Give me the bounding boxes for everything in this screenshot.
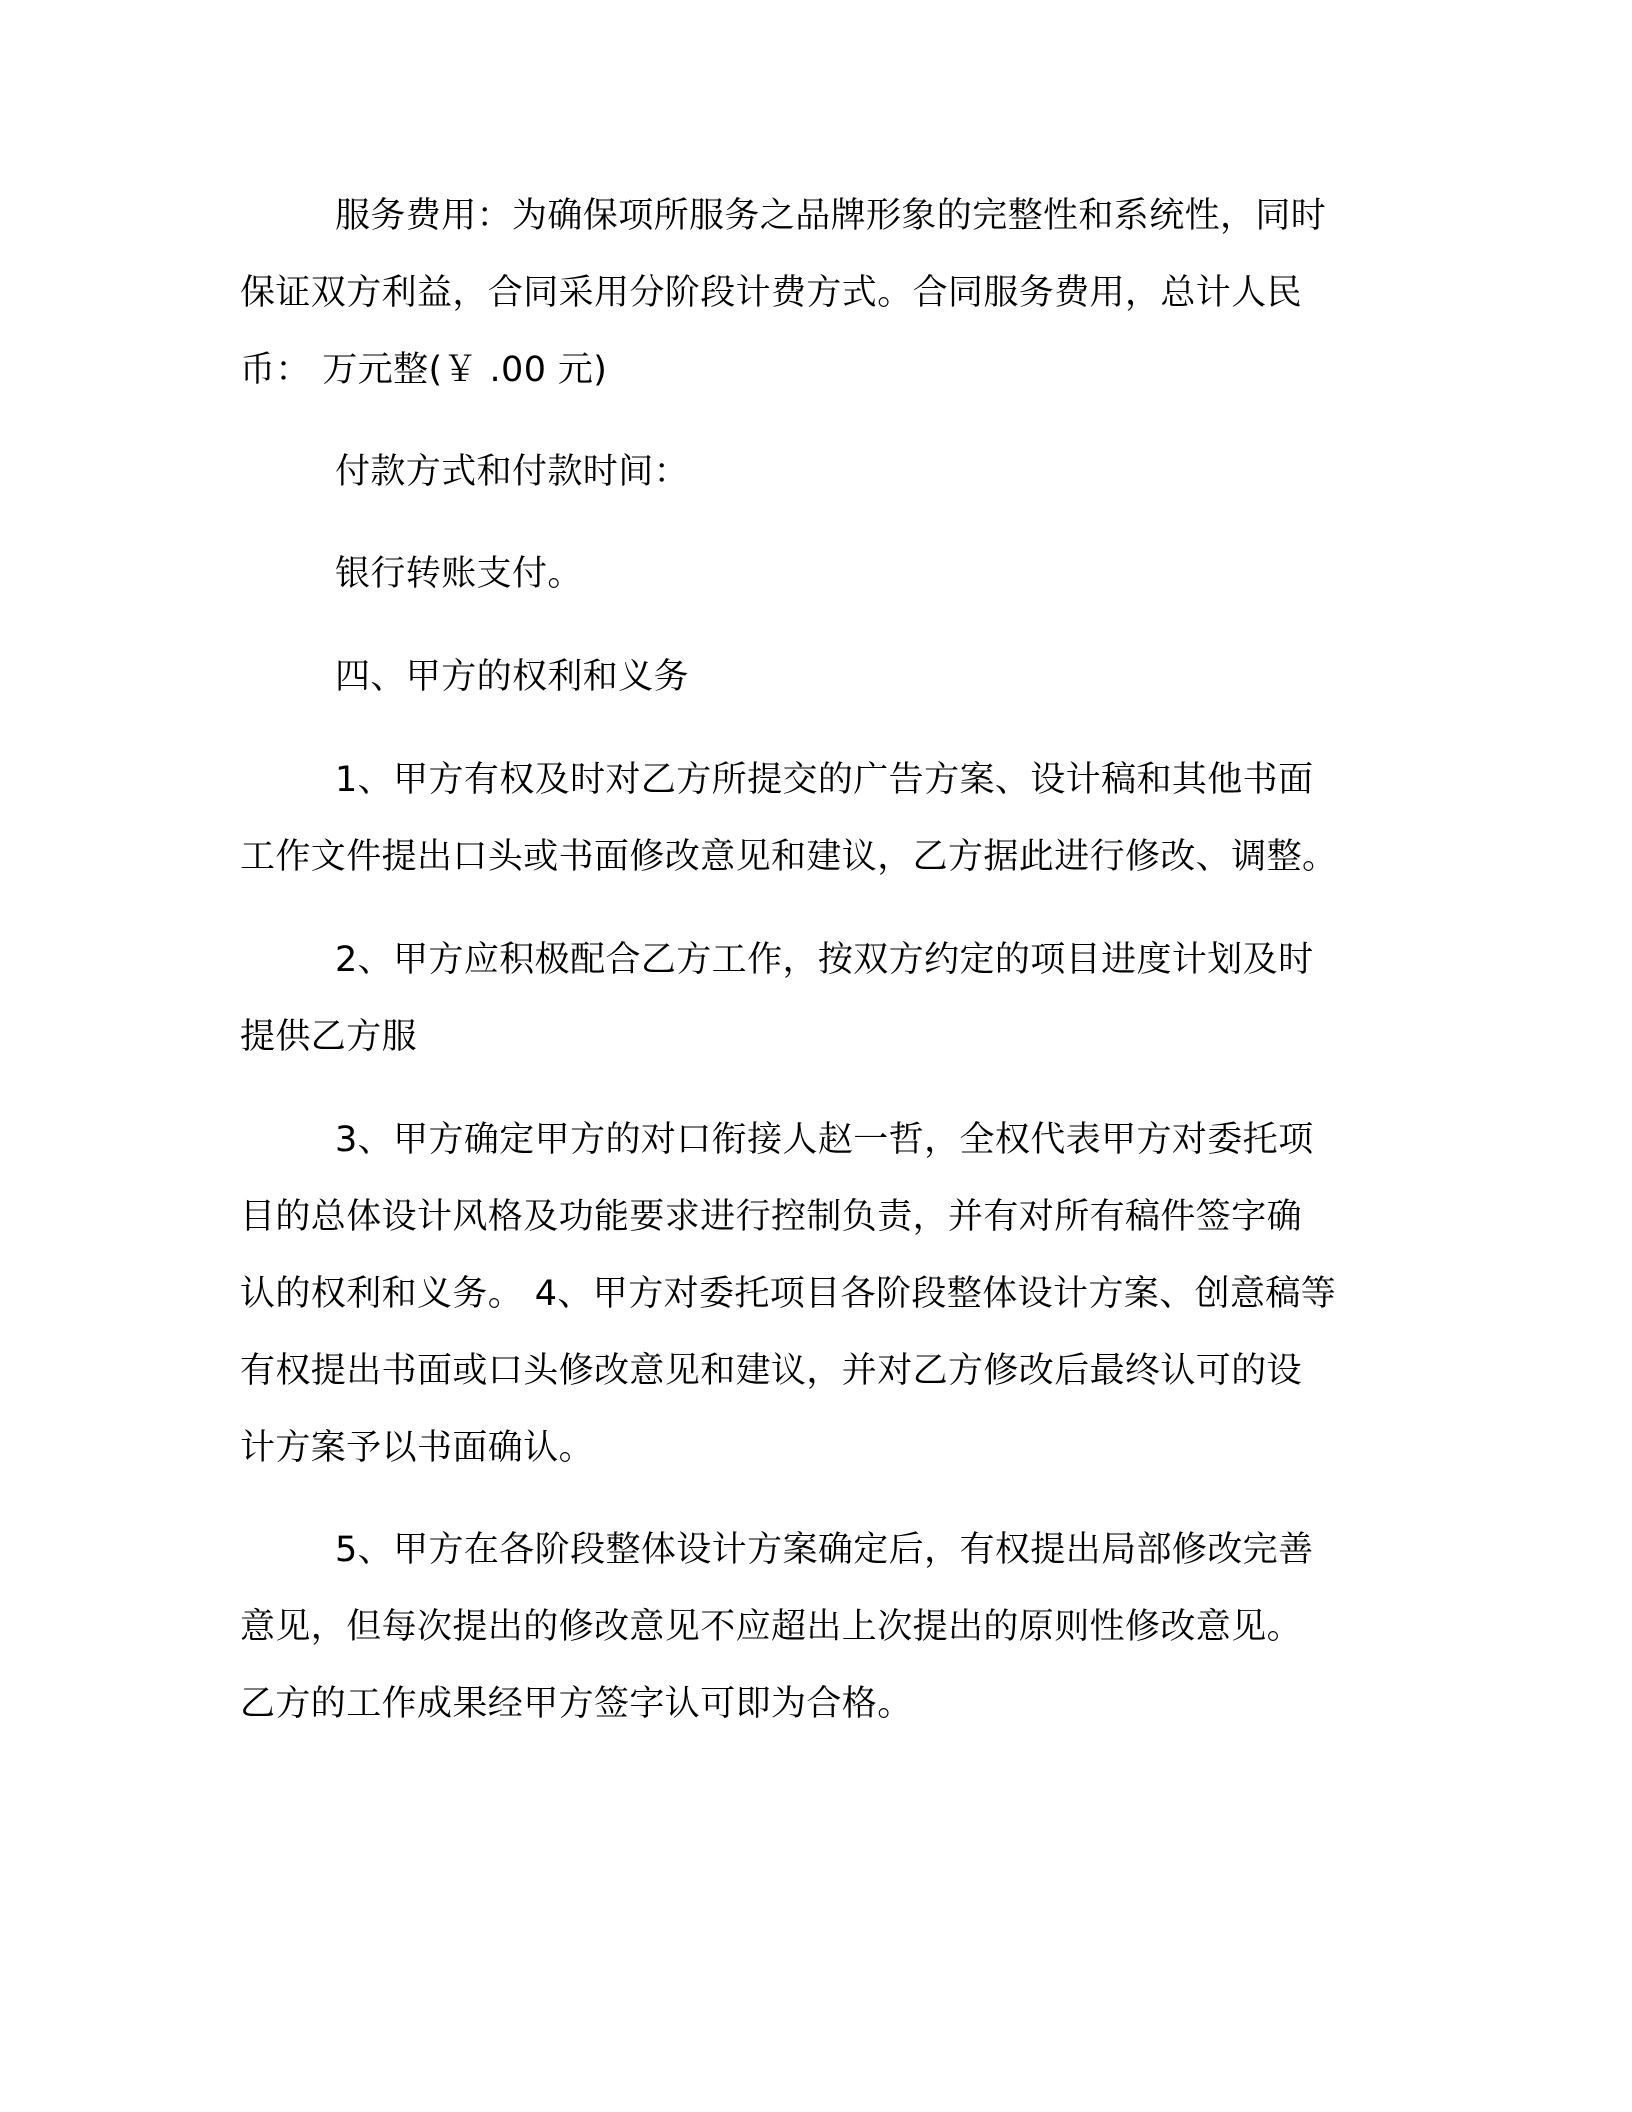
text-line: 1、甲方有权及时对乙方所提交的广告方案、设计稿和其他书面 xyxy=(335,760,1314,800)
text-line: 乙方的工作成果经甲方签字认可即为合格。 xyxy=(240,1684,913,1724)
text-line: 银行转账支付。 xyxy=(335,554,583,594)
payment-method-title xyxy=(240,434,1390,511)
text-line: 服务费用：为确保项所服务之品牌形象的完整性和系统性，同时 xyxy=(335,196,1327,236)
text-line: 2、甲方应积极配合乙方工作，按双方约定的项目进度计划及时 xyxy=(335,940,1314,980)
text-line: 目的总体设计风格及功能要求进行控制负责，并有对所有稿件签字确 xyxy=(240,1197,1303,1237)
text-line: 认的权利和义务。 4、甲方对委托项目各阶段整体设计方案、创意稿等 xyxy=(240,1274,1337,1314)
clause-1-paragraph xyxy=(240,742,1390,896)
clause-3-4-paragraph xyxy=(240,1102,1390,1487)
text-line: 3、甲方确定甲方的对口衔接人赵一哲，全权代表甲方对委托项 xyxy=(335,1120,1314,1160)
bank-transfer-paragraph xyxy=(240,536,1390,613)
text-line: 四、甲方的权利和义务 xyxy=(335,657,690,697)
text-line: 保证双方利益，合同采用分阶段计费方式。合同服务费用，总计人民 xyxy=(240,273,1303,313)
text-line: 币： 万元整(￥ .00 元) xyxy=(240,350,608,390)
clause-5-paragraph xyxy=(240,1512,1390,1743)
text-line: 5、甲方在各阶段整体设计方案确定后，有权提出局部修改完善 xyxy=(335,1530,1314,1570)
text-line: 意见，但每次提出的修改意见不应超出上次提出的原则性修改意见。 xyxy=(240,1607,1303,1647)
text-line: 计方案予以书面确认。 xyxy=(240,1428,595,1468)
text-line: 提供乙方服 xyxy=(240,1017,418,1057)
text-line: 有权提出书面或口头修改意见和建议，并对乙方修改后最终认可的设 xyxy=(240,1351,1303,1391)
clause-2-paragraph xyxy=(240,922,1390,1076)
section-four-heading xyxy=(240,639,1390,716)
text-line: 工作文件提出口头或书面修改意见和建议，乙方据此进行修改、调整。 xyxy=(240,837,1338,877)
service-fee-paragraph xyxy=(240,178,1390,409)
text-line: 付款方式和付款时间： xyxy=(335,452,690,492)
